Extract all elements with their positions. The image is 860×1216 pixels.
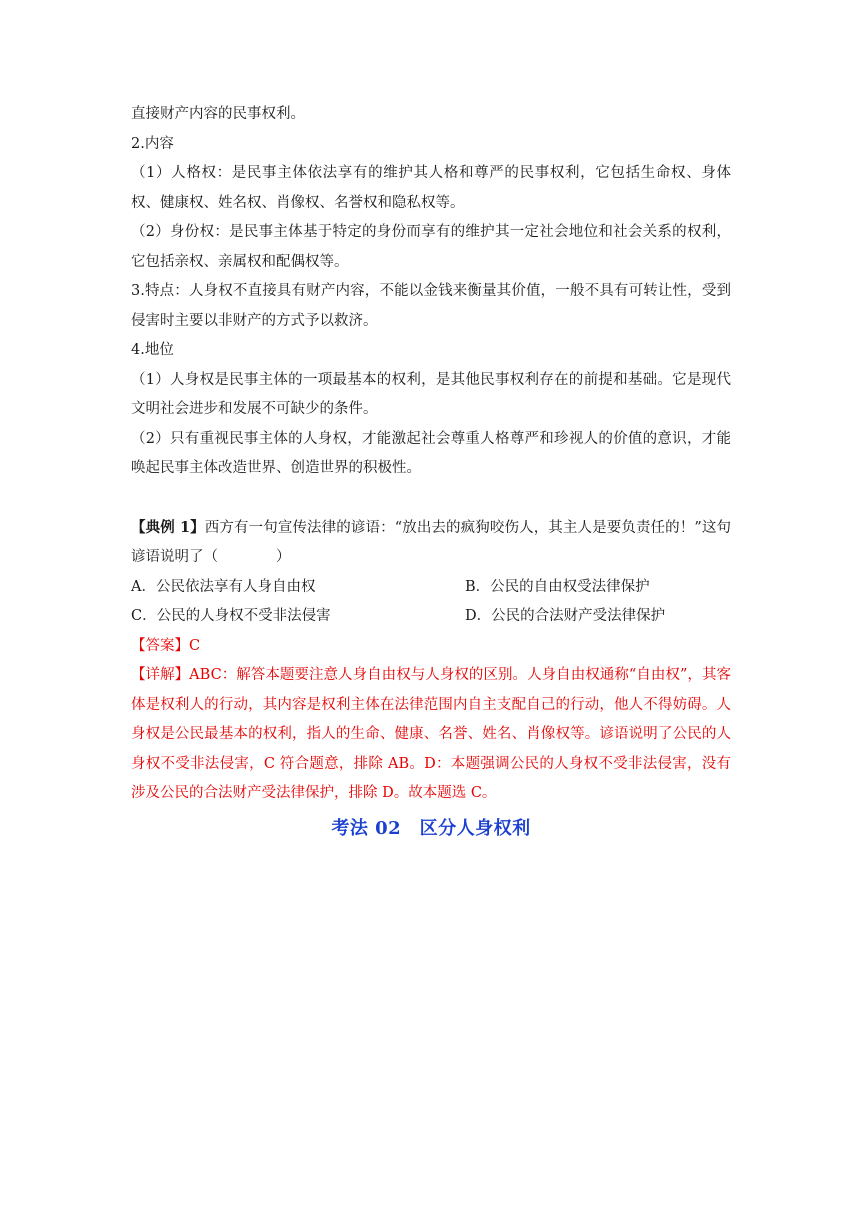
example-question-text: 西方有一句宣传法律的谚语：“放出去的疯狗咬伤人，其主人是要负责任的！”这句谚语说明了（ ） bbox=[131, 519, 732, 565]
option-d: D．公民的合法财产受法律保护 bbox=[465, 608, 666, 624]
heading-content: 2.内容 bbox=[131, 135, 174, 152]
detail-text: ABC：解答本题要注意人身自由权与人身权的区别。人身自由权通称“自由权”，其客体是权利人的行动，其内容是权利主体在法律范围内自主支配自己的行动，他人不得妨碍。人身权是公民最基本的权利，指人的生命、健康、名誉、姓名、肖像权等。谚语说明了公民的人身权不受非法侵害，C 符合题意，排除 AB。D：本题强调公民的人身权不受非法侵害，没有涉及公民的合法财产受法律保护，排除 D。故本题选 C。 bbox=[131, 667, 731, 801]
answer-line bbox=[131, 632, 731, 662]
detail-label: 【详解】 bbox=[131, 667, 190, 683]
section-title: 考法 02 区分人身权利 bbox=[331, 817, 531, 839]
example-label: 【典例 1】 bbox=[131, 518, 205, 536]
paragraph-personality-right: （1）人格权：是民事主体依法享有的维护其人格和尊严的民事权利，它包括生命权、身体权、健康权、姓名权、肖像权、名誉权和隐私权等。 bbox=[131, 165, 731, 211]
spacer bbox=[131, 484, 731, 513]
detail-explanation bbox=[131, 661, 731, 809]
paragraph-status-2: （2）只有重视民事主体的人身权，才能激起社会尊重人格尊严和珍视人的价值的意识，才能唤起民事主体改造世界、创造世界的积极性。 bbox=[131, 430, 731, 476]
heading-status: 4.地位 bbox=[131, 342, 174, 358]
paragraph-status-1: （1）人身权是民事主体的一项最基本的权利，是其他民事权利存在的前提和基础。它是现代文明社会进步和发展不可缺少的条件。 bbox=[131, 371, 731, 417]
answer-label: 【答案】 bbox=[131, 637, 189, 654]
example-question bbox=[131, 513, 731, 573]
paragraph-identity-right: （2）身份权：是民事主体基于特定的身份而享有的维护其一定社会地位和社会关系的权利，它包括亲权、亲属权和配偶权等。 bbox=[131, 224, 731, 270]
document-body bbox=[131, 100, 731, 847]
paragraph-continuation: 直接财产内容的民事权利。 bbox=[131, 106, 305, 122]
option-b: B．公民的自由权受法律保护 bbox=[465, 578, 650, 595]
paragraph-characteristics: 3.特点：人身权不直接具有财产内容，不能以金钱来衡量其价值，一般不具有可转让性，受到侵害时主要以非财产的方式予以救济。 bbox=[131, 283, 731, 329]
answer-value: C bbox=[189, 637, 201, 654]
option-c: C．公民的人身权不受非法侵害 bbox=[131, 608, 331, 624]
answer-options bbox=[131, 573, 731, 632]
option-a: A．公民依法享有人身自由权 bbox=[131, 578, 316, 595]
